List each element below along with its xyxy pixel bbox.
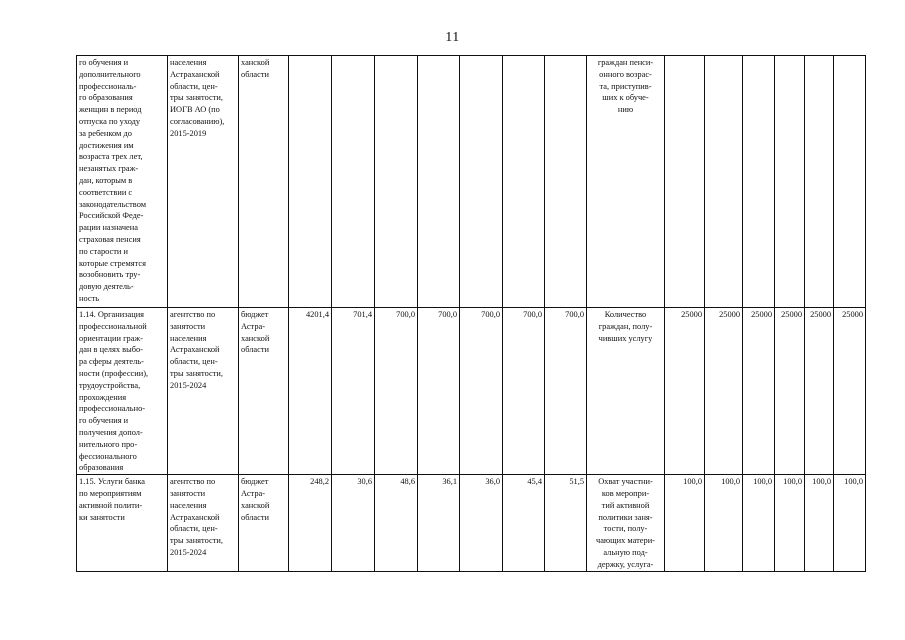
executor-cell bbox=[168, 475, 239, 571]
funding-source-cell-line: Астра- bbox=[241, 488, 266, 498]
target-value-cell: 25000 bbox=[805, 308, 834, 475]
executor-cell-line: 2015-2024 bbox=[170, 380, 207, 390]
page-number: 11 bbox=[445, 30, 460, 45]
measure-cell-line: ориентации граж- bbox=[79, 333, 143, 343]
target-value-cell bbox=[743, 56, 775, 308]
target-value-cell: 25000 bbox=[665, 308, 705, 475]
funding-value-cell bbox=[289, 56, 332, 308]
executor-cell-line: области, цен- bbox=[170, 357, 218, 367]
executor-cell-line: занятости bbox=[170, 321, 206, 331]
funding-source-cell-line: области bbox=[241, 345, 269, 355]
funding-value-cell: 36,0 bbox=[460, 475, 503, 571]
measure-cell-line: получения допол- bbox=[79, 427, 143, 437]
funding-value-cell bbox=[332, 56, 375, 308]
funding-source-cell-line: области bbox=[241, 512, 269, 522]
indicator-cell-line: ших к обуче- bbox=[602, 93, 649, 103]
executor-cell-line: агентство по bbox=[170, 310, 216, 319]
measure-cell-line: незанятых граж- bbox=[79, 164, 139, 174]
funding-value-cell: 36,1 bbox=[418, 475, 460, 571]
measure-cell-line: ность bbox=[79, 293, 100, 303]
executor-cell-line: согласованию), bbox=[170, 116, 225, 126]
funding-value-cell: 45,4 bbox=[503, 475, 545, 571]
measure-cell-line: возобновить тру- bbox=[79, 270, 141, 280]
measure-cell-line: по мероприятиям bbox=[79, 488, 142, 498]
measure-cell-line: прохождения bbox=[79, 392, 127, 402]
funding-value-cell: 51,5 bbox=[545, 475, 587, 571]
indicator-cell-line: граждан пенси- bbox=[597, 58, 654, 67]
indicator-cell-line: Охват участни- bbox=[598, 477, 653, 487]
executor-cell-line: занятости bbox=[170, 488, 206, 498]
measure-cell-line: го обучения и bbox=[79, 58, 129, 67]
measure-cell-line: ки занятости bbox=[79, 512, 125, 522]
executor-cell-line: 2015-2024 bbox=[170, 547, 207, 557]
measure-cell-line: профессионально- bbox=[79, 404, 146, 414]
target-value-cell: 100,0 bbox=[775, 475, 805, 571]
measure-cell-line: нительного про- bbox=[79, 439, 138, 449]
executor-cell bbox=[168, 308, 239, 475]
indicator-cell-line: альную под- bbox=[603, 547, 648, 557]
measure-cell-line: Российской Феде- bbox=[79, 211, 144, 221]
measure-cell bbox=[77, 56, 168, 308]
measure-cell-line: активной полити- bbox=[79, 500, 143, 510]
target-value-cell: 100,0 bbox=[705, 475, 743, 571]
executor-cell-line: ИОГВ АО (по bbox=[170, 105, 220, 115]
funding-value-cell: 700,0 bbox=[503, 308, 545, 475]
executor-cell-line: населения bbox=[170, 58, 207, 67]
target-value-cell bbox=[665, 56, 705, 308]
measure-cell bbox=[77, 308, 168, 475]
measure-cell-line: дан в целях выбо- bbox=[79, 345, 143, 355]
measure-cell-line: законодательством bbox=[79, 199, 147, 209]
measure-cell-line: профессиональной bbox=[79, 321, 147, 331]
target-value-cell: 25000 bbox=[743, 308, 775, 475]
indicator-cell-line: чающих матери- bbox=[596, 536, 655, 546]
funding-value-cell: 700,0 bbox=[418, 308, 460, 475]
indicator-cell bbox=[587, 475, 665, 571]
funding-source-cell-line: бюджет bbox=[241, 310, 269, 319]
funding-source-cell bbox=[239, 475, 289, 571]
executor-cell-line: населения bbox=[170, 333, 207, 343]
executor-cell-line: Астраханской bbox=[170, 345, 220, 355]
measure-cell-line: профессиональ- bbox=[79, 81, 137, 91]
funding-value-cell bbox=[460, 56, 503, 308]
target-value-cell bbox=[805, 56, 834, 308]
program-measures-table bbox=[76, 55, 866, 572]
measure-cell-line: дан, которым в bbox=[79, 175, 133, 185]
measure-cell-line: ра сферы деятель- bbox=[79, 357, 144, 367]
measure-cell-line: го обучения и bbox=[79, 416, 129, 426]
indicator-cell-line: политики заня- bbox=[598, 512, 653, 522]
indicator-cell-line: тий активной bbox=[601, 500, 650, 510]
measure-cell-line: страховая пенсия bbox=[79, 234, 141, 244]
funding-source-cell-line: ханской bbox=[241, 333, 270, 343]
measure-cell-line: фессионального bbox=[79, 451, 137, 461]
measure-cell-line: 1.14. Организация bbox=[79, 310, 145, 319]
measure-cell-line: дополнительного bbox=[79, 69, 141, 79]
executor-cell-line: агентство по bbox=[170, 477, 216, 487]
target-value-cell: 100,0 bbox=[743, 475, 775, 571]
target-value-cell bbox=[834, 56, 866, 308]
executor-cell-line: населения bbox=[170, 500, 207, 510]
funding-value-cell bbox=[503, 56, 545, 308]
indicator-cell-line: держку, услуга- bbox=[597, 559, 654, 569]
indicator-cell-line: нию bbox=[617, 105, 634, 115]
funding-source-cell-line: ханской bbox=[241, 58, 270, 67]
funding-source-cell-line: бюджет bbox=[241, 477, 269, 487]
indicator-cell-line: чивших услугу bbox=[598, 333, 653, 343]
funding-source-cell bbox=[239, 308, 289, 475]
measure-cell-line: рации назначена bbox=[79, 223, 138, 233]
indicator-cell bbox=[587, 56, 665, 308]
funding-source-cell bbox=[239, 56, 289, 308]
funding-value-cell: 248,2 bbox=[289, 475, 332, 571]
indicator-cell-line: ков меропри- bbox=[601, 488, 650, 498]
indicator-cell-line: онного возрас- bbox=[599, 69, 652, 79]
measure-cell-line: которые стремятся bbox=[79, 258, 146, 268]
measure-cell-line: образования bbox=[79, 463, 124, 473]
funding-value-cell: 700,0 bbox=[460, 308, 503, 475]
measure-cell-line: 1.15. Услуги банка bbox=[79, 477, 145, 487]
funding-value-cell: 48,6 bbox=[375, 475, 418, 571]
indicator-cell-line: Количество bbox=[604, 310, 647, 319]
executor-cell-line: Астраханской bbox=[170, 69, 220, 79]
measure-cell-line: довую деятель- bbox=[79, 282, 134, 292]
funding-source-cell-line: ханской bbox=[241, 500, 270, 510]
executor-cell-line: тры занятости, bbox=[170, 536, 223, 546]
indicator-cell-line: граждан, полу- bbox=[598, 321, 653, 331]
table-row bbox=[77, 475, 866, 571]
measure-cell bbox=[77, 475, 168, 571]
executor-cell-line: тры занятости, bbox=[170, 93, 223, 103]
executor-cell bbox=[168, 56, 239, 308]
funding-value-cell: 700,0 bbox=[375, 308, 418, 475]
funding-source-cell-line: Астра- bbox=[241, 321, 266, 331]
target-value-cell: 25000 bbox=[834, 308, 866, 475]
measure-cell-line: возраста трех лет, bbox=[79, 152, 143, 162]
indicator-cell-line: та, приступив- bbox=[599, 81, 652, 91]
target-value-cell bbox=[705, 56, 743, 308]
executor-cell-line: 2015-2019 bbox=[170, 128, 207, 138]
indicator-cell-line: тости, полу- bbox=[603, 524, 648, 534]
executor-cell-line: области, цен- bbox=[170, 81, 218, 91]
funding-value-cell: 701,4 bbox=[332, 308, 375, 475]
measure-cell-line: трудоустройства, bbox=[79, 380, 141, 390]
funding-value-cell bbox=[545, 56, 587, 308]
target-value-cell: 25000 bbox=[775, 308, 805, 475]
funding-value-cell bbox=[375, 56, 418, 308]
target-value-cell: 100,0 bbox=[834, 475, 866, 571]
target-value-cell bbox=[775, 56, 805, 308]
funding-value-cell: 700,0 bbox=[545, 308, 587, 475]
table-row bbox=[77, 56, 866, 308]
target-value-cell: 100,0 bbox=[805, 475, 834, 571]
measure-cell-line: женщин в период bbox=[79, 105, 142, 115]
target-value-cell: 25000 bbox=[705, 308, 743, 475]
executor-cell-line: тры занятости, bbox=[170, 368, 223, 378]
funding-value-cell bbox=[418, 56, 460, 308]
measure-cell-line: го образования bbox=[79, 93, 133, 103]
executor-cell-line: Астраханской bbox=[170, 512, 220, 522]
funding-value-cell: 30,6 bbox=[332, 475, 375, 571]
measure-cell-line: отпуска по уходу bbox=[79, 116, 141, 126]
funding-value-cell: 4201,4 bbox=[289, 308, 332, 475]
funding-source-cell-line: области bbox=[241, 69, 269, 79]
measure-cell-line: достижения им bbox=[79, 140, 134, 150]
target-value-cell: 100,0 bbox=[665, 475, 705, 571]
measure-cell-line: по старости и bbox=[79, 246, 128, 256]
measure-cell-line: за ребенком до bbox=[79, 128, 132, 138]
measure-cell-line: ности (профессии), bbox=[79, 368, 149, 378]
table-row bbox=[77, 308, 866, 475]
executor-cell-line: области, цен- bbox=[170, 524, 218, 534]
measure-cell-line: соответствии с bbox=[79, 187, 133, 197]
indicator-cell bbox=[587, 308, 665, 475]
